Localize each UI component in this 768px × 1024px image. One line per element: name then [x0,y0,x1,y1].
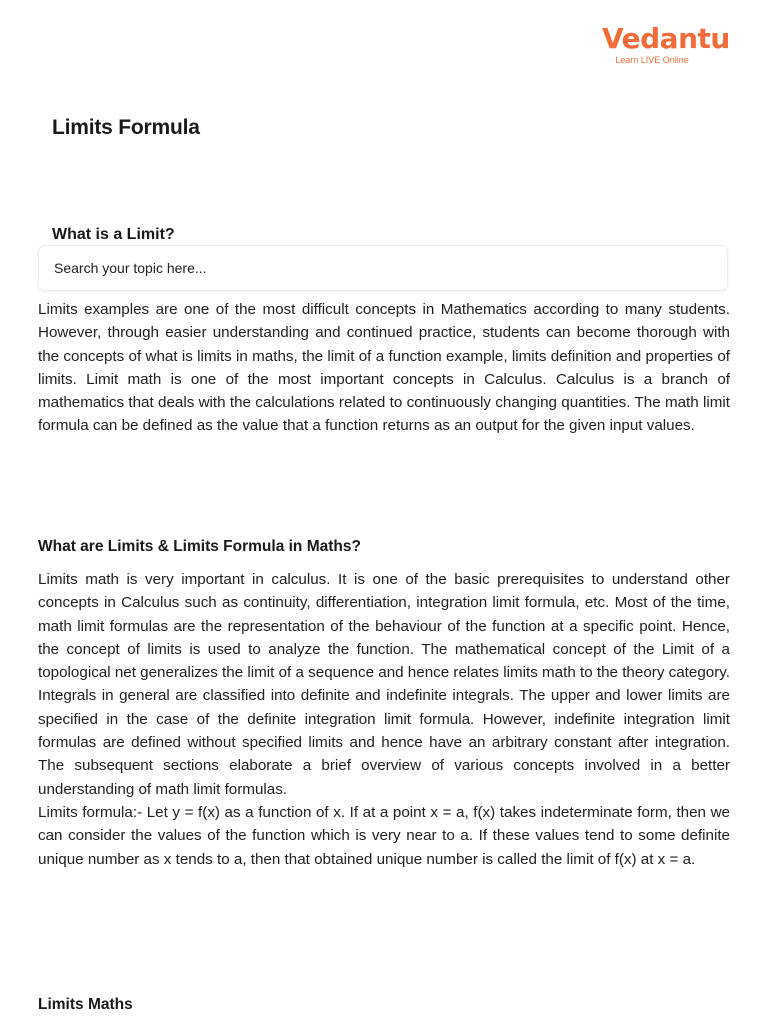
page-title: Limits Formula [52,116,200,139]
heading-limits-formula-in-maths: What are Limits & Limits Formula in Maths? [38,538,361,555]
logo-wordmark: Vedantu [602,22,730,55]
vedantu-logo[interactable] [602,22,730,65]
heading-what-is-a-limit: What is a Limit? [52,226,175,243]
section-limits-formula-body [38,568,730,871]
paragraph-limits-intro: Limits examples are one of the most difficult concepts in Mathematics according to many students. However, through easier understanding and continued practice, students can become thorough with the concepts of what is limits in maths, the limit of a function example, limits definition and properties of limits. Limit math is one of the most important concepts in Calculus. Calculus is a branch of mathematics that deals with the calculations related to continuously changing quantities. The math limit formula can be defined as the value that a function returns as an output for the given input values. [38,301,730,435]
paragraph-limits-math: Limits math is very important in calculus. It is one of the basic prerequisites to understand other concepts in Calculus such as continuity, differentiation, integration limit formula, etc. Most of the time, math limit formulas are the representation of the behaviour of the function at a specific point. Hence, the concept of limits is used to analyze the function. The mathematical concept of the Limit of a topological net generalizes the limit of a sequence and hence relates limits math to the theory category. Integrals in general are classified into definite and indefinite integrals. The upper and lower limits are specified in the case of the definite integration limit formula. However, indefinite integration limit formulas are defined without specified limits and hence have an arbitrary constant after integration. The subsequent sections elaborate a brief overview of various concepts involved in a better understanding of math limit formulas. [38,571,730,798]
paragraph-limits-formula: Limits formula:- Let y = f(x) as a function of x. If at a point x = a, f(x) takes indeterminate form, then we can consider the values of the function which is very near to a. If these values tend to some definite unique number as x tends to a, then that obtained unique number is called the limit of f(x) at x = a. [38,803,730,868]
logo-tagline: Learn LIVE Online [615,55,689,65]
search-input[interactable] [38,245,728,291]
heading-limits-maths: Limits Maths [38,996,133,1013]
